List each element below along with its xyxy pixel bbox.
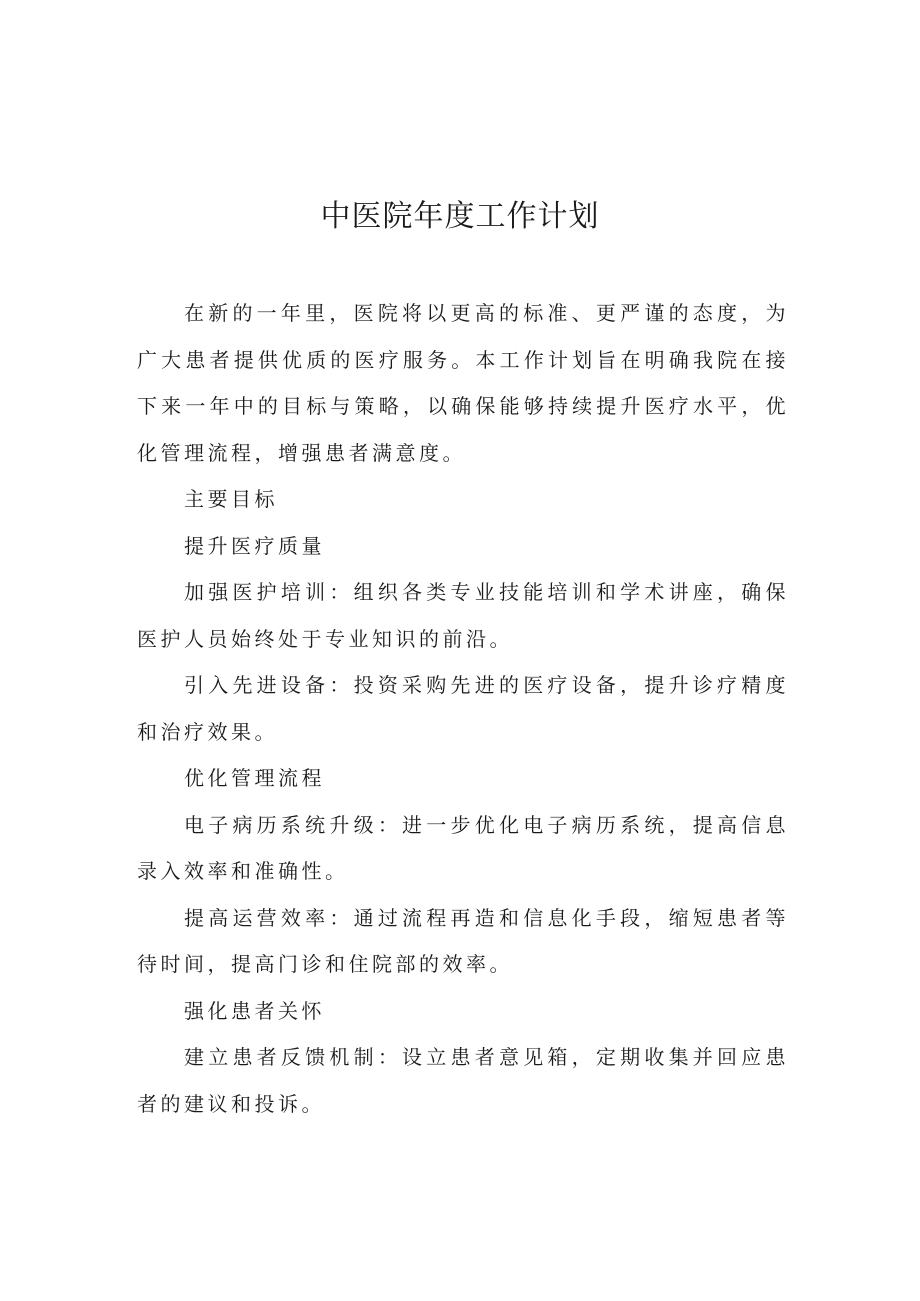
item-staff-training: 加强医护培训：组织各类专业技能培训和学术讲座，确保医护人员始终处于专业知识的前沿。 [137, 580, 789, 651]
document-body [137, 290, 789, 1127]
item-operational-efficiency: 提高运营效率：通过流程再造和信息化手段，缩短患者等待时间，提高门诊和住院部的效率。 [137, 905, 789, 976]
item-advanced-equipment: 引入先进设备：投资采购先进的医疗设备，提升诊疗精度和治疗效果。 [137, 673, 789, 744]
subheading-improve-quality: 提升医疗质量 [184, 533, 325, 558]
subheading-optimize-management: 优化管理流程 [184, 766, 325, 790]
item-emr-upgrade: 电子病历系统升级：进一步优化电子病历系统，提高信息录入效率和准确性。 [137, 812, 789, 883]
document-title: 中医院年度工作计划 [320, 199, 600, 234]
intro-paragraph: 在新的一年里，医院将以更高的标准、更严谨的态度，为广大患者提供优质的医疗服务。本工作计划旨在明确我院在接下来一年中的目标与策略，以确保能够持续提升医疗水平，优化管理流程，增强患者满意度。 [137, 301, 789, 465]
section-heading-main-goals: 主要目标 [184, 487, 278, 511]
item-feedback-mechanism: 建立患者反馈机制：设立患者意见箱，定期收集并回应患者的建议和投诉。 [137, 1045, 789, 1116]
subheading-patient-care: 强化患者关怀 [184, 998, 325, 1023]
